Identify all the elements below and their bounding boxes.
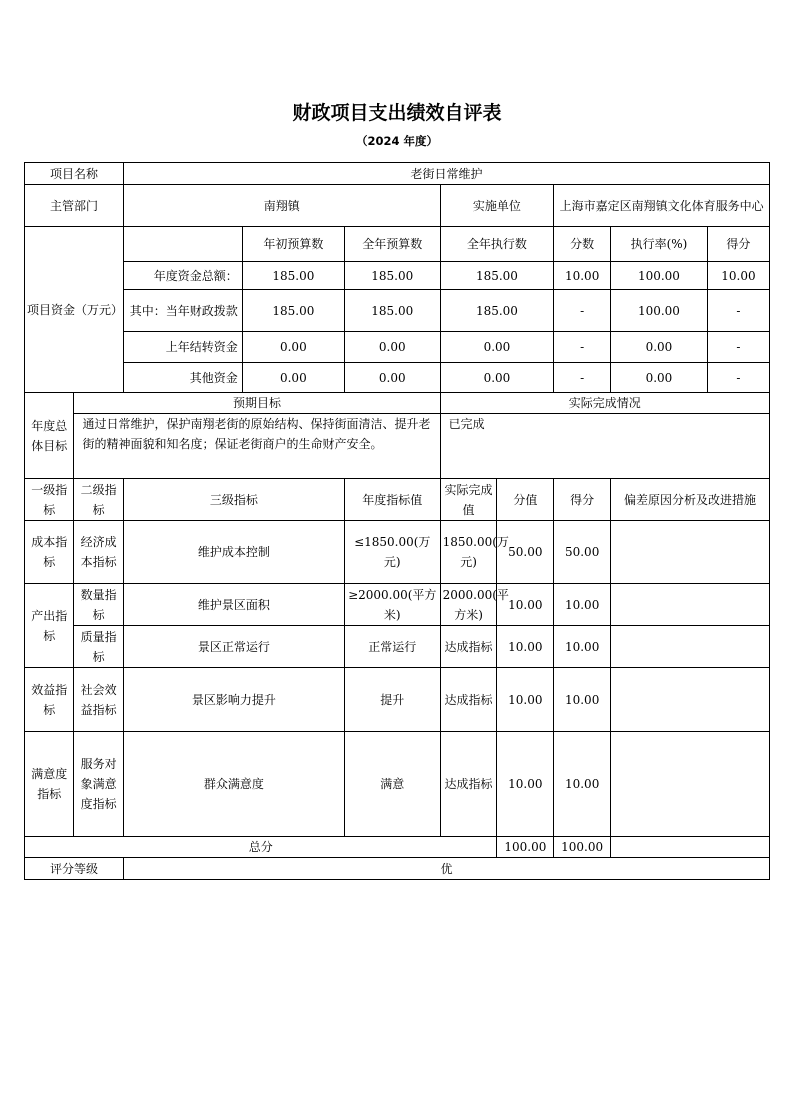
funds-header-rate: 执行率(%)	[611, 227, 708, 262]
ind-weight: 10.00	[497, 732, 554, 837]
ind-analysis	[611, 626, 770, 668]
funds-row	[25, 262, 770, 290]
page-title: 财政项目支出绩效自评表	[292, 102, 502, 124]
funds-initial: 185.00	[242, 290, 344, 332]
ind-l3: 景区影响力提升	[123, 668, 344, 732]
ind-header-analysis: 偏差原因分析及改进措施	[611, 479, 770, 521]
project-name-value: 老街日常维护	[123, 163, 769, 185]
goal-expected-text: 通过日常维护，保护南翔老街的原始结构、保持街面清洁、提升老街的精神面貌和知名度；保证老街商户的生命财产安全。	[74, 414, 440, 479]
funds-row	[25, 290, 770, 332]
ind-weight: 10.00	[497, 668, 554, 732]
ind-header-target: 年度指标值	[344, 479, 440, 521]
funds-label: 项目资金（万元）	[25, 227, 124, 393]
funds-score: -	[554, 290, 611, 332]
funds-row-label: 其他资金	[123, 363, 242, 393]
funds-row-label: 年度资金总额：	[123, 262, 242, 290]
ind-l1: 产出指标	[25, 584, 74, 668]
ind-analysis	[611, 732, 770, 837]
funds-header-initial: 年初预算数	[242, 227, 344, 262]
ind-score: 10.00	[554, 668, 611, 732]
ind-actual: 1850.00(万元)	[440, 521, 497, 584]
funds-annual: 0.00	[344, 332, 440, 363]
indicator-row	[25, 626, 770, 668]
funds-initial: 0.00	[242, 332, 344, 363]
indicator-row	[25, 521, 770, 584]
ind-header-level1: 一级指标	[25, 479, 74, 521]
ind-actual: 2000.00(平方米)	[440, 584, 497, 626]
total-label: 总分	[25, 837, 497, 858]
ind-header-actual: 实际完成值	[440, 479, 497, 521]
ind-target: ≤1850.00(万元)	[344, 521, 440, 584]
goal-expected-label: 预期目标	[74, 393, 440, 414]
ind-score: 10.00	[554, 732, 611, 837]
ind-l3: 维护成本控制	[123, 521, 344, 584]
funds-score: -	[554, 363, 611, 393]
funds-rate: 0.00	[611, 363, 708, 393]
funds-got: -	[707, 290, 769, 332]
ind-header-weight: 分值	[497, 479, 554, 521]
ind-header-score: 得分	[554, 479, 611, 521]
ind-weight: 10.00	[497, 584, 554, 626]
ind-l1: 效益指标	[25, 668, 74, 732]
indicator-row	[25, 732, 770, 837]
funds-got: -	[707, 363, 769, 393]
funds-initial: 0.00	[242, 363, 344, 393]
ind-analysis	[611, 521, 770, 584]
total-analysis	[611, 837, 770, 858]
funds-rate: 100.00	[611, 290, 708, 332]
ind-score: 10.00	[554, 584, 611, 626]
indicator-row	[25, 584, 770, 626]
ind-l2: 经济成本指标	[74, 521, 123, 584]
funds-score: -	[554, 332, 611, 363]
ind-header-level3: 三级指标	[123, 479, 344, 521]
goal-actual-label: 实际完成情况	[440, 393, 769, 414]
funds-header-got: 得分	[707, 227, 769, 262]
goal-actual-text: 已完成	[440, 414, 769, 479]
ind-l3: 维护景区面积	[123, 584, 344, 626]
ind-l2: 质量指标	[74, 626, 123, 668]
funds-executed: 0.00	[440, 332, 554, 363]
ind-weight: 50.00	[497, 521, 554, 584]
funds-rate: 0.00	[611, 332, 708, 363]
ind-l3: 群众满意度	[123, 732, 344, 837]
funds-annual: 185.00	[344, 290, 440, 332]
funds-got: 10.00	[707, 262, 769, 290]
ind-target: 满意	[344, 732, 440, 837]
project-name-label: 项目名称	[25, 163, 124, 185]
ind-l3: 景区正常运行	[123, 626, 344, 668]
funds-header-blank	[123, 227, 242, 262]
funds-score: 10.00	[554, 262, 611, 290]
funds-got: -	[707, 332, 769, 363]
ind-l2: 社会效益指标	[74, 668, 123, 732]
ind-actual: 达成指标	[440, 668, 497, 732]
ind-l2: 数量指标	[74, 584, 123, 626]
dept-value: 南翔镇	[123, 185, 440, 227]
funds-row-label: 上年结转资金	[123, 332, 242, 363]
funds-rate: 100.00	[611, 262, 708, 290]
funds-executed: 185.00	[440, 262, 554, 290]
funds-row	[25, 332, 770, 363]
funds-executed: 185.00	[440, 290, 554, 332]
unit-label: 实施单位	[440, 185, 554, 227]
funds-annual: 185.00	[344, 262, 440, 290]
funds-header-annual: 全年预算数	[344, 227, 440, 262]
funds-row-label: 其中：当年财政拨款	[123, 290, 242, 332]
grade-label: 评分等级	[25, 858, 124, 880]
ind-l2: 服务对象满意度指标	[74, 732, 123, 837]
page-subtitle: （2024 年度）	[355, 134, 438, 148]
grade-value: 优	[123, 858, 769, 880]
funds-header-executed: 全年执行数	[440, 227, 554, 262]
ind-target: 提升	[344, 668, 440, 732]
funds-header-score: 分数	[554, 227, 611, 262]
ind-l1: 满意度指标	[25, 732, 74, 837]
dept-label: 主管部门	[25, 185, 124, 227]
ind-score: 50.00	[554, 521, 611, 584]
total-score: 100.00	[554, 837, 611, 858]
ind-actual: 达成指标	[440, 732, 497, 837]
ind-l1: 成本指标	[25, 521, 74, 584]
funds-annual: 0.00	[344, 363, 440, 393]
funds-row	[25, 363, 770, 393]
funds-initial: 185.00	[242, 262, 344, 290]
indicator-row	[25, 668, 770, 732]
funds-executed: 0.00	[440, 363, 554, 393]
ind-target: 正常运行	[344, 626, 440, 668]
unit-value: 上海市嘉定区南翔镇文化体育服务中心	[554, 185, 770, 227]
ind-analysis	[611, 584, 770, 626]
ind-weight: 10.00	[497, 626, 554, 668]
goal-label: 年度总体目标	[25, 393, 74, 479]
total-weight: 100.00	[497, 837, 554, 858]
ind-actual: 达成指标	[440, 626, 497, 668]
ind-header-level2: 二级指标	[74, 479, 123, 521]
evaluation-table	[24, 162, 770, 880]
ind-score: 10.00	[554, 626, 611, 668]
ind-target: ≥2000.00(平方米)	[344, 584, 440, 626]
ind-analysis	[611, 668, 770, 732]
